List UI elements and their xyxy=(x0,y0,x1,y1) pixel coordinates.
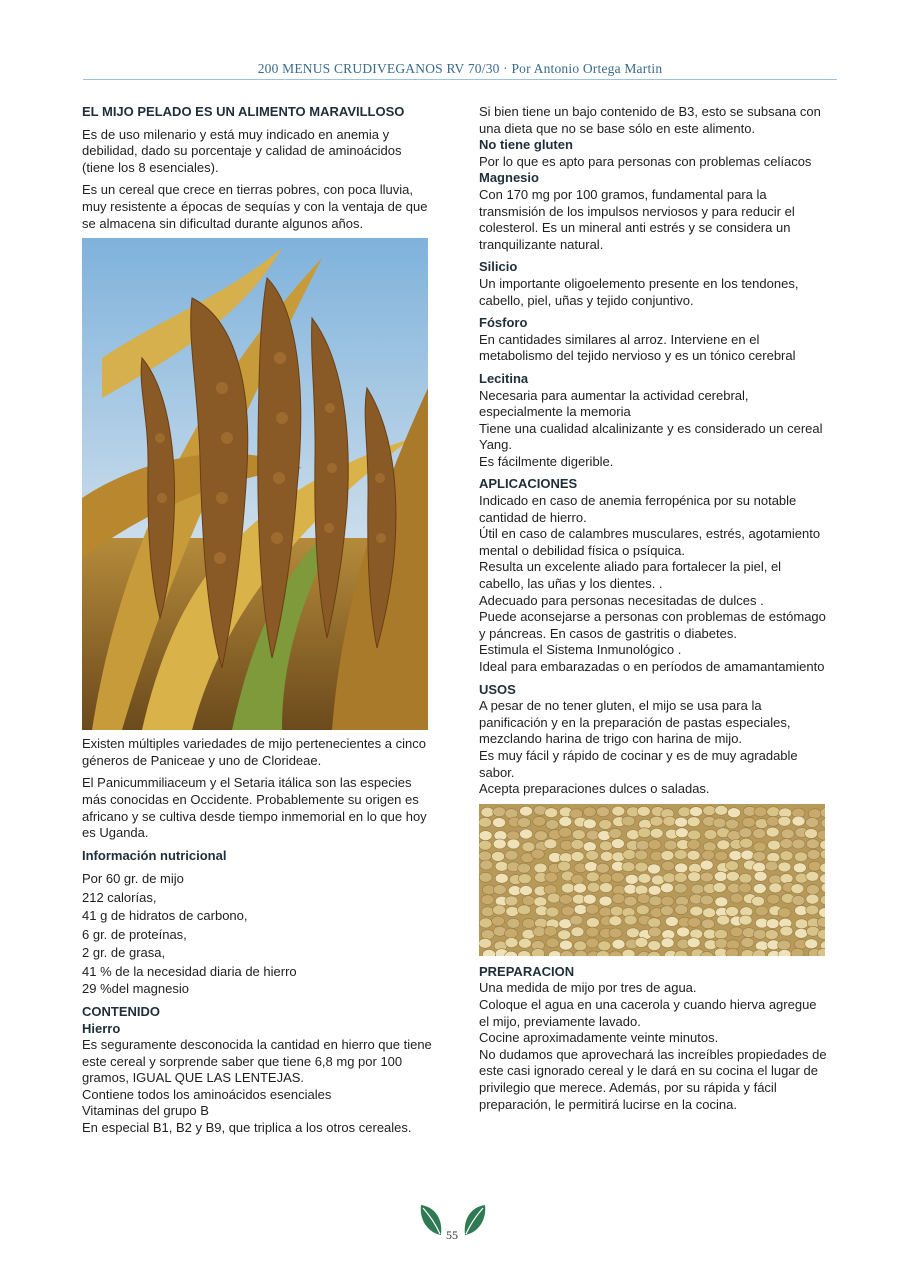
nutrition-item: Por 60 gr. de mijo xyxy=(82,871,184,887)
millet-plant-image xyxy=(82,238,428,730)
magnesio-text: Con 170 mg por 100 gramos, fundamental para la transmisión de los impulsos nerviosos y para reducir el colesterol. Es un mineral anti estrés y se considera un tranquilizante natural. xyxy=(479,186,795,252)
preparacion-item: Coloque el agua en una cacerola y cuando hierva agregue el mijo, previamente lavado. xyxy=(479,996,817,1029)
intro-paragraph: Es de uso milenario y está muy indicado en anemia y debilidad, dado su porcentaje y calidad de aminoácidos (tiene los 8 esenciales). xyxy=(82,126,402,175)
page-number: 55 xyxy=(446,1228,458,1242)
aplicaciones-item: Indicado en caso de anemia ferropénica por su notable cantidad de hierro. xyxy=(479,493,797,525)
hierro-text: Contiene todos los aminoácidos esenciales xyxy=(82,1086,332,1102)
b3-paragraph: Si bien tiene un bajo contenido de B3, esto se subsana con una dieta que no se base sólo en este alimento. xyxy=(479,104,821,136)
lecitina-text: Es fácilmente digerible. xyxy=(479,453,614,469)
contenido-heading: CONTENIDO xyxy=(82,1003,160,1019)
hierro-text: Es seguramente desconocida la cantidad en hierro que tiene este cereal y sorprende saber que tiene 6,8 mg por 100 gramos, IGUAL QUE LAS LENTEJAS. xyxy=(82,1037,432,1086)
usos-item: A pesar de no tener gluten, el mijo se usa para la panificación y en la preparación de pastas especiales, mezclando harina de trigo con harina de mijo. xyxy=(479,698,791,747)
gluten-heading: No tiene gluten xyxy=(479,137,573,153)
lecitina-text: Necesaria para aumentar la actividad cerebral, especialmente la memoria xyxy=(479,387,749,420)
magnesio-heading: Magnesio xyxy=(479,170,539,186)
hierro-heading: Hierro xyxy=(82,1020,121,1036)
lecitina-heading: Lecitina xyxy=(479,370,529,386)
nutrition-item: 2 gr. de grasa, xyxy=(82,945,166,961)
aplicaciones-item: Ideal para embarazadas o en períodos de amamantamiento xyxy=(479,659,825,674)
aplicaciones-item: Adecuado para personas necesitadas de dulces . xyxy=(479,592,764,608)
nutrition-item: 6 gr. de proteínas, xyxy=(82,926,187,942)
page-header: 200 MENUS CRUDIVEGANOS RV 70/30 · Por Antonio Ortega Martin xyxy=(257,61,663,76)
gluten-text: Por lo que es apto para personas con problemas celíacos xyxy=(479,153,812,169)
article-title: EL MIJO PELADO ES UN ALIMENTO MARAVILLOSO xyxy=(82,104,405,119)
millet-plant-photo xyxy=(82,238,428,730)
millet-grains-image xyxy=(479,804,825,956)
aplicaciones-heading: APLICACIONES xyxy=(479,476,578,492)
growth-paragraph: Es un cereal que crece en tierras pobres, con poca lluvia, muy resistente a épocas de sequías y con la ventaja de que se almacena sin dificultad durante algunos años. xyxy=(82,182,428,231)
usos-heading: USOS xyxy=(479,681,516,697)
aplicaciones-item: Resulta un excelente aliado para fortalecer la piel, el cabello, las uñas y los dientes. . xyxy=(479,559,782,592)
nutrition-heading: Información nutricional xyxy=(82,847,227,863)
lecitina-text: Tiene una cualidad alcalinizante y es considerado un cereal Yang. xyxy=(479,420,823,453)
preparacion-item: Una medida de mijo por tres de agua. xyxy=(479,980,697,996)
preparacion-heading: PREPARACION xyxy=(479,963,575,979)
aplicaciones-item: Útil en caso de calambres musculares, estrés, agotamiento mental o debilidad física o psíquica. xyxy=(479,526,821,558)
usos-item: Es muy fácil y rápido de cocinar y es de muy agradable sabor. xyxy=(479,747,798,780)
species-paragraph: El Panicummiliaceum y el Setaria itálica son las especies más conocidas en Occidente. Probablemente su origen es africano y se cultiva desde tiempo inmemorial en lo que hoy es Uganda. xyxy=(82,775,427,841)
nutrition-item: 29 %del magnesio xyxy=(82,981,189,997)
aplicaciones-item: Estimula el Sistema Inmunológico . xyxy=(479,642,682,658)
millet-grains-photo xyxy=(479,804,825,956)
hierro-text: En especial B1, B2 y B9, que triplica a los otros cereales. xyxy=(82,1120,412,1136)
aplicaciones-item: Puede aconsejarse a personas con problemas de estómago y páncreas. En casos de gastritis o diabetes. xyxy=(479,609,826,641)
preparacion-item: No dudamos que aprovechará las increíbles propiedades de este casi ignorado cereal y le dará en su cocina el lugar de privilegio que merece. Además, por su rápida y fácil preparación, le permitirá lucirse en la cocina. xyxy=(479,1046,827,1112)
nutrition-item: 212 calorías, xyxy=(82,889,157,905)
nutrition-item: 41 % de la necesidad diaria de hierro xyxy=(82,963,297,979)
usos-item: Acepta preparaciones dulces o saladas. xyxy=(479,781,710,797)
right-column xyxy=(479,104,829,1113)
nutrition-list xyxy=(82,870,432,998)
left-column xyxy=(82,104,432,1137)
fosforo-heading: Fósforo xyxy=(479,315,528,331)
preparacion-item: Cocine aproximadamente veinte minutos. xyxy=(479,1030,719,1046)
hierro-text: Vitaminas del grupo B xyxy=(82,1103,209,1119)
varieties-paragraph: Existen múltiples variedades de mijo pertenecientes a cinco géneros de Paniceae y uno de Clorideae. xyxy=(82,736,426,768)
silicio-heading: Silicio xyxy=(479,259,518,275)
fosforo-text: En cantidades similares al arroz. Interviene en el metabolismo del tejido nervioso y es un tónico cerebral xyxy=(479,331,796,364)
header-rule xyxy=(83,79,837,80)
nutrition-item: 41 g de hidratos de carbono, xyxy=(82,908,248,924)
silicio-text: Un importante oligoelemento presente en los tendones, cabello, piel, uñas y tejido conjuntivo. xyxy=(479,275,799,308)
